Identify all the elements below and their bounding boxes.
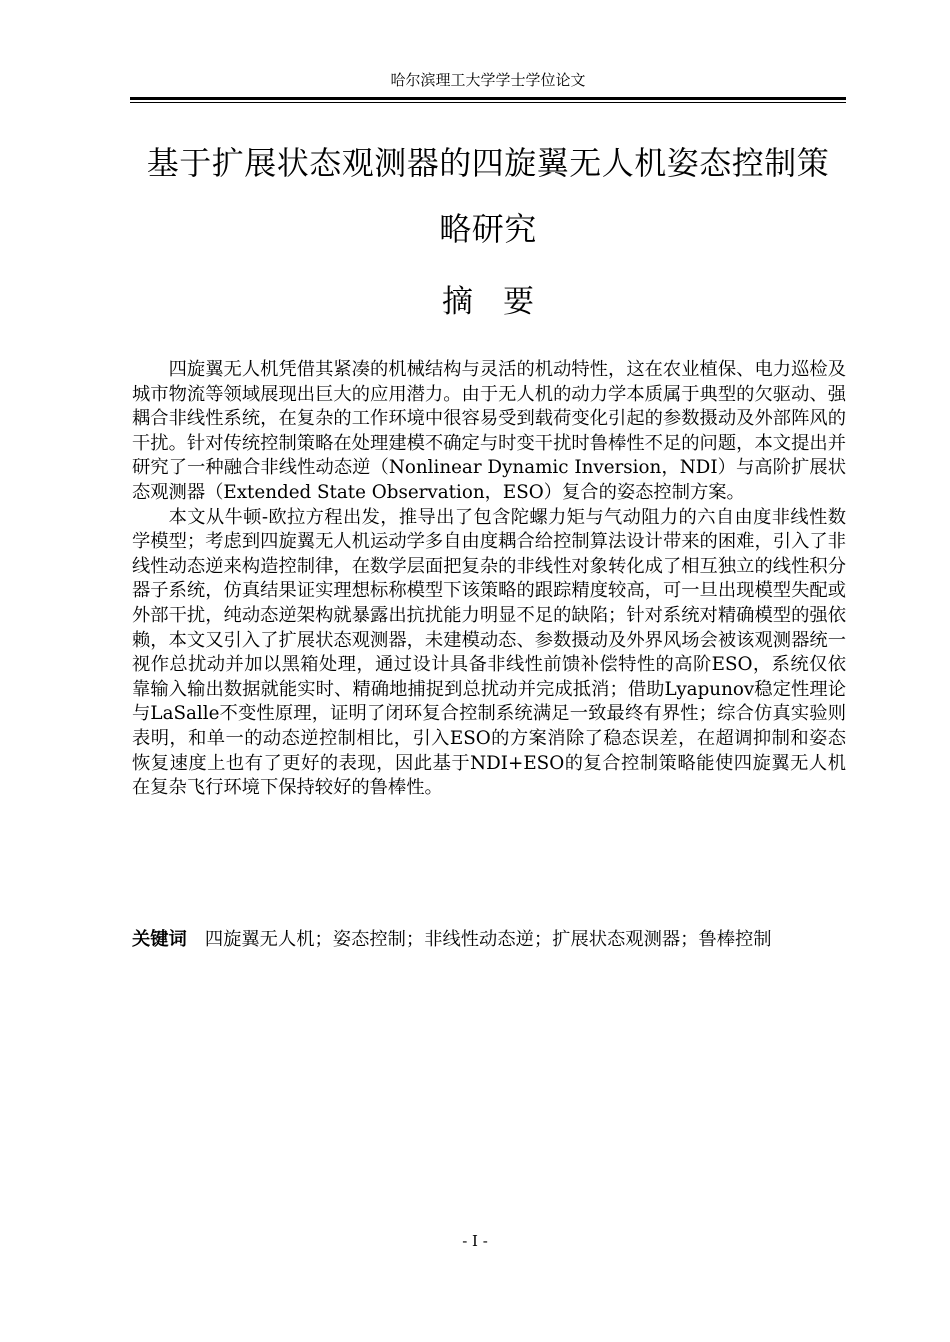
abstract-body (132, 358, 846, 801)
thesis-title (130, 130, 846, 262)
abstract-heading: 摘要 (442, 284, 564, 320)
abstract-paragraph-1: 四旋翼无人机凭借其紧凑的机械结构与灵活的机动特性，这在农业植保、电力巡检及城市物流等领域展现出巨大的应用潜力。由于无人机的动力学本质属于典型的欠驱动、强耦合非线性系统，在复杂的工作环境中很容易受到载荷变化引起的参数摄动及外部阵风的干扰。针对传统控制策略在处理建模不确定与时变干扰时鲁棒性不足的问题，本文提出并研究了一种融合非线性动态逆（Nonlinear Dynamic Inversion，NDI）与高阶扩展状态观测器（Extended State Observation，ESO）复合的姿态控制方案。 (132, 359, 846, 503)
header-rule-thin (130, 102, 846, 103)
keywords-label: 关键词 (132, 929, 187, 950)
header-rule-thick (130, 97, 846, 100)
keywords-text: 四旋翼无人机；姿态控制；非线性动态逆；扩展状态观测器；鲁棒控制 (204, 929, 772, 950)
page-number: - I - (462, 1232, 488, 1250)
abstract-paragraph-2: 本文从牛顿-欧拉方程出发，推导出了包含陀螺力矩与气动阻力的六自由度非线性数学模型；考虑到四旋翼无人机运动学多自由度耦合给控制算法设计带来的困难，引入了非线性动态逆来构造控制律，在数学层面把复杂的非线性对象转化成了相互独立的线性积分器子系统，仿真结果证实理想标称模型下该策略的跟踪精度较高，可一旦出现模型失配或外部干扰，纯动态逆架构就暴露出抗扰能力明显不足的缺陷；针对系统对精确模型的强依赖，本文又引入了扩展状态观测器，未建模动态、参数摄动及外界风场会被该观测器统一视作总扰动并加以黑箱处理，通过设计具备非线性前馈补偿特性的高阶ESO，系统仅依靠输入输出数据就能实时、精确地捕捉到总扰动并完成抵消；借助Lyapunov稳定性理论与LaSalle不变性原理，证明了闭环复合控制系统满足一致最终有界性；综合仿真实验则表明，和单一的动态逆控制相比，引入ESO的方案消除了稳态误差，在超调抑制和姿态恢复速度上也有了更好的表现，因此基于NDI+ESO的复合控制策略能使四旋翼无人机在复杂飞行环境下保持较好的鲁棒性。 (132, 506, 846, 799)
thesis-title-line-1: 基于扩展状态观测器的四旋翼无人机姿态控制策 (146, 144, 830, 182)
thesis-title-line-2: 略研究 (439, 210, 537, 248)
running-header: 哈尔滨理工大学学士学位论文 (390, 71, 586, 89)
keywords-block (132, 927, 846, 953)
